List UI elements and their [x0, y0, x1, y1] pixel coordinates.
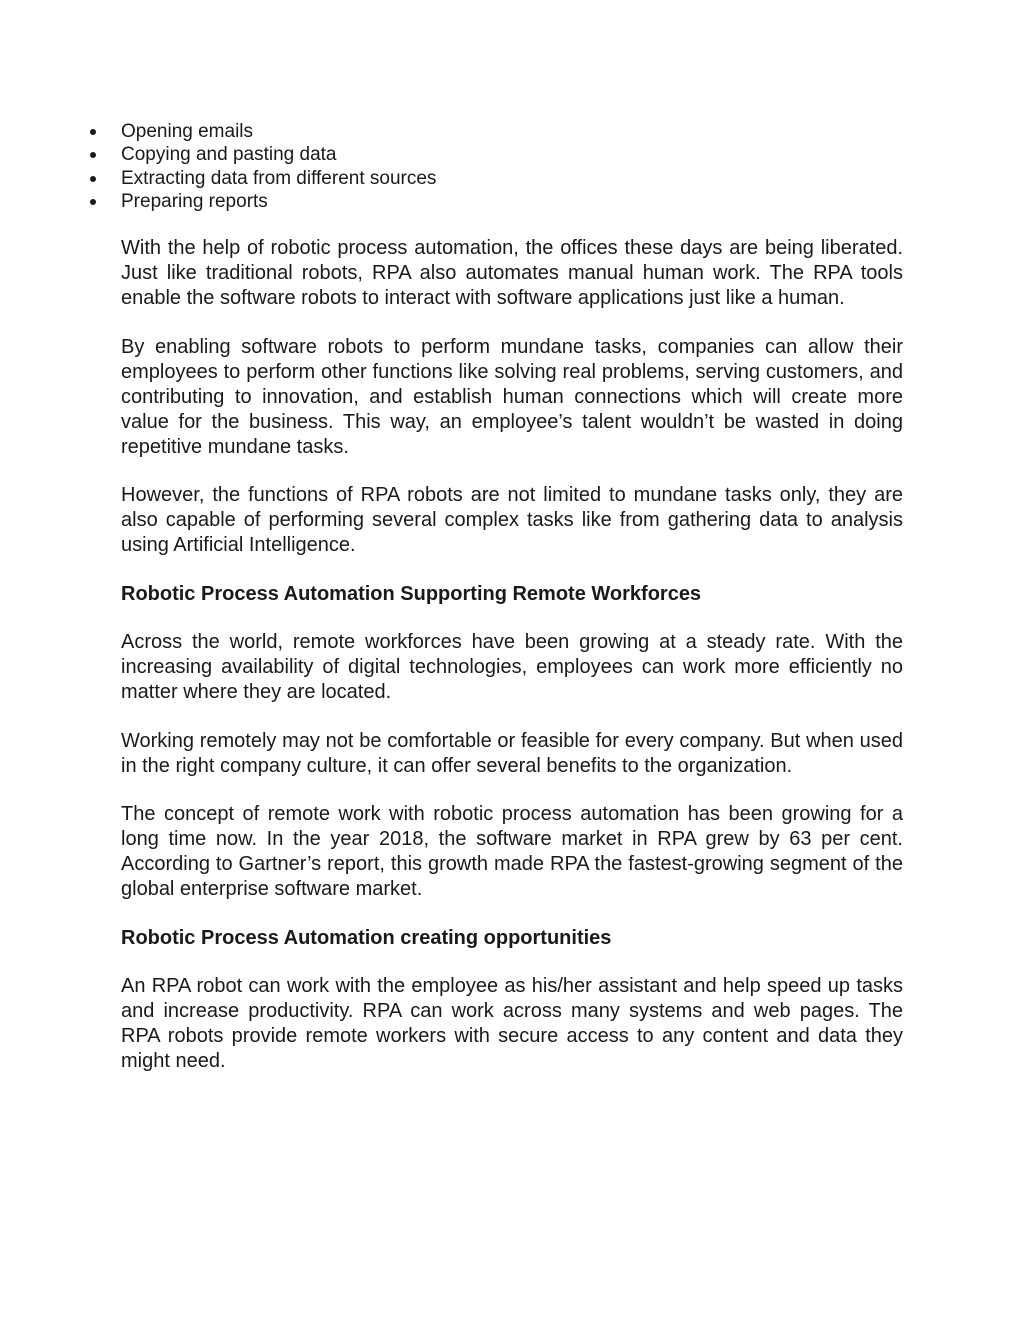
paragraph-working-remotely: Working remotely may not be comfortable or feasible for every company. But when used in the right company culture, it can offer several benefits to the organization.	[121, 729, 903, 777]
paragraph-remote-growth: Across the world, remote workforces have been growing at a steady rate. With the increasing availability of digital technologies, employees can work more efficiently no matter where they are located.	[121, 631, 903, 703]
list-item-text: Extracting data from different sources	[121, 167, 437, 189]
paragraph-rpa-liberation: With the help of robotic process automation, the offices these days are being liberated. Just like traditional robots, RPA also automates manual human work. The RPA tools enable the software robots to interact with software applications just like a human.	[121, 237, 903, 309]
paragraph-market-growth: The concept of remote work with robotic process automation has been growing for a long time now. In the year 2018, the software market in RPA grew by 63 per cent. According to Gartner’s report, this growth made RPA the fastest-growing segment of the global enterprise software market.	[121, 803, 903, 900]
list-item	[90, 120, 436, 143]
paragraph-complex-tasks: However, the functions of RPA robots are not limited to mundane tasks only, they are also capable of performing several complex tasks like from gathering data to analysis using Artificial Intelligence.	[121, 484, 903, 556]
list-item-text: Opening emails	[121, 121, 254, 142]
bullet-icon	[90, 199, 96, 205]
list-item	[90, 190, 436, 213]
heading-opportunities: Robotic Process Automation creating opportunities	[121, 926, 612, 949]
paragraph-rpa-assistant: An RPA robot can work with the employee as his/her assistant and help speed up tasks and increase productivity. RPA can work across many systems and web pages. The RPA robots provide remote workers with secure access to any content and data they might need.	[121, 975, 903, 1072]
paragraph-mundane-tasks: By enabling software robots to perform mundane tasks, companies can allow their employees to perform other functions like solving real problems, serving customers, and contributing to innovation, and establish human connections which will create more value for the business. This way, an employee’s talent wouldn’t be wasted in doing repetitive mundane tasks.	[121, 335, 903, 458]
heading-remote-workforces: Robotic Process Automation Supporting Remote Workforces	[121, 582, 702, 605]
bullet-icon	[90, 152, 96, 158]
task-bullet-list	[90, 120, 436, 213]
bullet-icon	[90, 176, 96, 182]
document-body	[121, 236, 903, 1098]
list-item	[90, 167, 436, 190]
list-item-text: Preparing reports	[121, 190, 268, 212]
list-item-text: Copying and pasting data	[121, 144, 337, 166]
list-item	[90, 143, 436, 166]
bullet-icon	[90, 129, 96, 135]
